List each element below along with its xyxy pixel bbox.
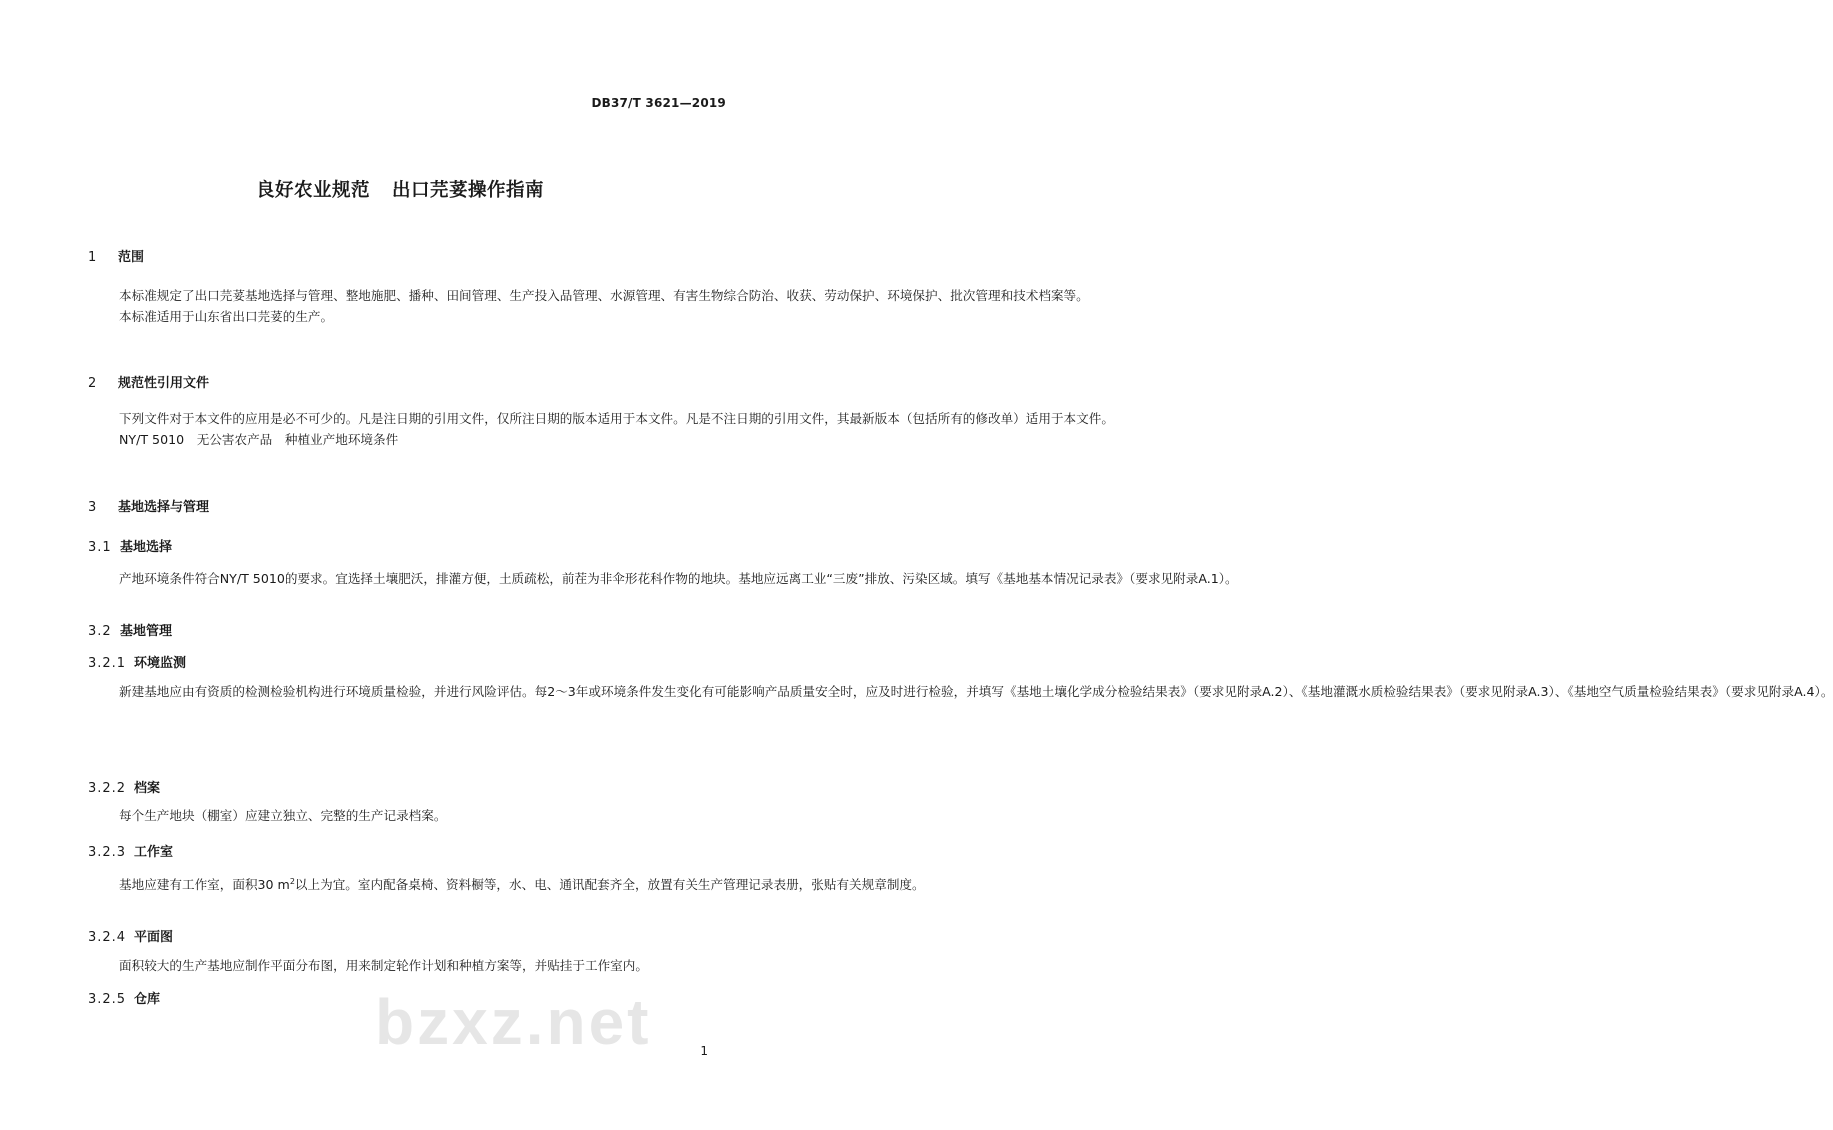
paragraph: 面积较大的生产基地应制作平面分布图，用来制定轮作计划和种植方案等，并贴挂于工作室内。 [119,958,648,973]
document-code: DB37/T 3621—2019 [591,96,726,110]
section-title: 仓库 [134,992,161,1007]
section-number: 2 [88,376,98,391]
watermark: bzxz.net [375,986,652,1058]
section-number: 3.2.4 [88,930,127,945]
section-3-2-3-body [88,871,925,895]
section-3-1-heading [88,536,172,555]
section-3-2-5-heading [88,988,160,1007]
paragraph: 每个生产地块（棚室）应建立独立、完整的生产记录档案。 [119,808,447,823]
paragraph: 本标准适用于山东省出口芫荽的生产。 [119,309,334,324]
section-3-2-4-body [88,955,724,976]
section-2-heading [88,372,209,391]
document-title [0,176,800,202]
section-number: 3.2.2 [88,781,127,796]
section-number: 1 [88,250,98,265]
section-number: 3.1 [88,540,112,555]
section-3-2-1-heading [88,652,186,671]
section-number: 3.2 [88,624,112,639]
paragraph: 新建基地应由有资质的检测检验机构进行环境质量检验，并进行风险评估。每2～3年或环境条件发生变化有可能影响产品质量安全时，应及时进行检验，并填写《基地土壤化学成分检验结果表》（要求见附录A.2）、《基地灌溉水质检验结果表》（要求见附录A.3）、《基地空气质量检验结果表》（要求见附录A.4）。 [119,684,1833,699]
section-title: 基地选择 [120,540,173,555]
section-3-2-2-body [88,805,724,826]
section-number: 3.2.1 [88,656,127,671]
paragraph: 产地环境条件符合NY/T 5010的要求。宜选择土壤肥沃，排灌方便，土质疏松，前茬为非伞形花科作物的地块。基地应远离工业“三废”排放、污染区域。填写《基地基本情况记录表》（要求见附录A.1）。 [119,571,1238,586]
page-number: 1 [700,1044,708,1058]
superscript: 2 [289,877,295,886]
title-part-1: 良好农业规范 [255,180,370,201]
section-3-2-4-heading [88,926,173,945]
paragraph: 下列文件对于本文件的应用是必不可少的。凡是注日期的引用文件，仅所注日期的版本适用于本文件。凡是不注日期的引用文件，其最新版本（包括所有的修改单）适用于本文件。 [119,411,1114,426]
section-title: 范围 [118,250,145,265]
section-title: 环境监测 [134,656,187,671]
section-title: 平面图 [134,930,174,945]
section-title: 规范性引用文件 [118,376,210,391]
paragraph-text: 基地应建有工作室，面积30 m [119,877,290,893]
section-3-heading [88,496,209,515]
section-1-heading [88,246,144,265]
section-2-body [88,408,1114,450]
paragraph [88,871,925,895]
section-title: 基地管理 [120,624,173,639]
section-3-2-3-heading [88,841,173,860]
paragraph: 本标准规定了出口芫荽基地选择与管理、整地施肥、播种、田间管理、生产投入品管理、水源管理、有害生物综合防治、收获、劳动保护、环境保护、批次管理和技术档案等。 [119,288,1089,303]
section-title: 工作室 [134,845,174,860]
section-3-1-body [88,568,1238,589]
section-title: 档案 [134,781,161,796]
section-number: 3 [88,500,98,515]
paragraph: NY/T 5010 无公害农产品 种植业产地环境条件 [119,432,399,447]
title-part-2: 出口芫荽操作指南 [392,180,545,201]
section-3-2-heading [88,620,172,639]
section-title: 基地选择与管理 [118,500,210,515]
section-3-2-1-body [88,681,1833,702]
section-1-body [88,285,1089,327]
section-number: 3.2.5 [88,992,127,1007]
paragraph-text: 以上为宜。室内配备桌椅、资料橱等，水、电、通讯配套齐全，放置有关生产管理记录表册，张贴有关规章制度。 [294,877,925,893]
section-number: 3.2.3 [88,845,127,860]
section-3-2-2-heading [88,777,160,796]
